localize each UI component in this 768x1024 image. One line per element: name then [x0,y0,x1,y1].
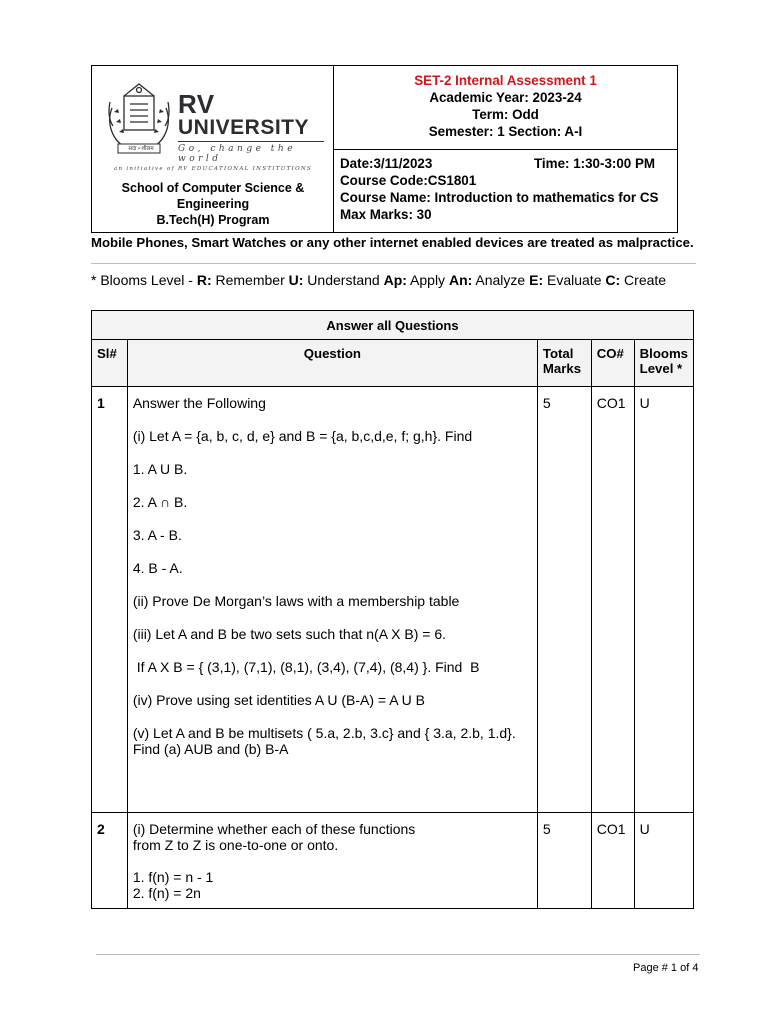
date-time-row [340,155,677,172]
blooms-label: Remember [211,272,289,288]
blooms-level: U [634,387,693,813]
blooms-label: Apply [406,272,449,288]
logo-initiative: an initiative of RV EDUCATIONAL INSTITUTIONS [113,166,313,172]
question-line: 2. A ∩ B. [132,494,188,510]
question-text [127,387,537,813]
blooms-label: Analyze [472,272,530,288]
column-header-level: Level * [639,361,683,376]
blooms-label: Create [620,272,667,288]
question-line: (iii) Let A and B be two sets such that n(A X B) = 6. [132,626,447,642]
logo-wordmark-university: UNIVERSITY [178,116,310,139]
footer-divider [96,954,700,955]
question-line: (i) Let A = {a, b, c, d, e} and B = {a, b,c,d,e, f; g,h}. Find [132,428,473,444]
column-header-question: Question [127,340,537,387]
emblem-motto: सदा • शीलम [128,146,154,152]
term: Term: Odd [472,107,539,122]
school-line-2: Engineering [176,197,250,211]
malpractice-warning: Mobile Phones, Smart Watches or any other internet enabled devices are treated as malpractice. [91,235,694,250]
blooms-key: R: [196,272,212,288]
divider [91,263,696,264]
program-name: B.Tech(H) Program [156,213,270,227]
question-line: Answer the Following [132,395,266,411]
blooms-key: Ap: [383,272,407,288]
question-line: from Z to Z is one-to-one or onto. [132,837,339,853]
questions-table [91,310,694,909]
column-header-total-marks [537,340,591,387]
table-row [92,387,694,813]
course-outcome: CO1 [591,813,634,909]
table-row [92,813,694,909]
total-marks: 5 [537,387,591,813]
table-header-row [92,340,694,387]
university-block [92,66,334,232]
question-number: 1 [92,387,128,813]
blooms-legend [91,272,666,288]
blooms-legend-prefix: * Blooms Level - [91,272,197,288]
total-marks: 5 [537,813,591,909]
course-outcome: CO1 [591,387,634,813]
question-line: Find (a) AUB and (b) B-A [132,741,289,757]
table-title-row [92,311,694,340]
blooms-key: U: [288,272,304,288]
question-line: (v) Let A and B be multisets ( 5.a, 2.b, 3.c} and { 3.a, 2.b, 1.d}. [132,725,516,741]
exam-date: Date:3/11/2023 [340,156,433,171]
page-number: Page # 1 of 4 [633,962,699,974]
question-line: (iv) Prove using set identities A U (B-A) = A U B [132,692,425,708]
column-header-co: CO# [591,340,634,387]
question-line: 1. A U B. [132,461,188,477]
question-line: (i) Determine whether each of these functions [132,821,416,837]
school-info [92,180,334,228]
question-line: 2. f(n) = 2n [132,885,201,901]
logo-divider [178,141,324,142]
exam-time: Time: 1:30-3:00 PM [534,156,656,171]
column-header-blooms-level [634,340,693,387]
question-line: If A X B = { (3,1), (7,1), (8,1), (3,4), (7,4), (8,4) }. Find B [132,659,480,675]
column-header-sl: Sl# [92,340,128,387]
semester-section: Semester: 1 Section: A-I [428,124,583,139]
question-line: 4. B - A. [132,560,183,576]
question-line: 1. f(n) = n - 1 [132,869,214,885]
course-code: Course Code:CS1801 [340,173,477,188]
column-header-total: Total [542,346,574,361]
exam-set-title: SET-2 Internal Assessment 1 [414,73,597,88]
blooms-label: Evaluate [543,272,606,288]
column-header-blooms: Blooms [639,346,688,361]
blooms-key: C: [605,272,621,288]
question-line: (ii) Prove De Morgan’s laws with a membership table [132,593,460,609]
exam-title-block [334,66,677,150]
max-marks: Max Marks: 30 [340,207,432,222]
question-number: 2 [92,813,128,909]
table-title: Answer all Questions [92,311,694,340]
academic-year: Academic Year: 2023-24 [429,90,582,105]
blooms-key: An: [448,272,473,288]
logo-wordmark-rv: RV [178,89,215,119]
column-header-marks: Marks [542,361,582,376]
course-info-block [334,150,677,232]
blooms-label: Understand [303,272,384,288]
exam-header [91,65,678,233]
school-line-1: School of Computer Science & [121,181,305,195]
course-name: Course Name: Introduction to mathematics for CS [340,190,659,205]
spacer [133,853,532,869]
blooms-level: U [634,813,693,909]
logo-tagline: Go, change the world [178,144,297,164]
question-line: 3. A - B. [132,527,182,543]
question-text [127,813,537,909]
blooms-key: E: [529,272,544,288]
